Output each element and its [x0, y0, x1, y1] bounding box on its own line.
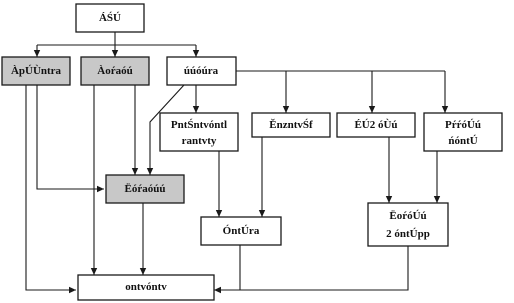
node-r3-label: ÉÚ2 óÙú: [354, 119, 398, 131]
node-left1-label: ÀpÚÙntra: [10, 65, 62, 77]
node-r2-label: ĔnzntvŚf: [269, 119, 313, 131]
node-top: [76, 4, 144, 32]
edge-lower1-to-bottom: [214, 245, 240, 290]
node-lower2-label-line1: ËoŕóÚú: [389, 210, 427, 222]
node-lower1-label: ÓntÚra: [222, 225, 260, 237]
node-left1: [2, 57, 70, 85]
node-lower1: [201, 217, 281, 245]
node-r4-label-line2: ńóntÚ: [448, 135, 478, 147]
node-bottom: [78, 275, 214, 300]
node-r1-label-line1: PntŚntvóntl: [170, 119, 228, 131]
node-left2-label: Àoŕaóú: [97, 65, 133, 77]
node-left2: [81, 57, 149, 85]
node-r2: [252, 113, 330, 137]
node-r4: [424, 113, 502, 151]
node-hub: [167, 57, 236, 85]
node-middle-label: Ëóŕaóúú: [124, 183, 166, 195]
node-r3: [337, 113, 415, 137]
node-lower2: [368, 203, 448, 246]
node-hub-label: úúóúra: [183, 65, 219, 77]
edge-left1-to-bottom: [26, 85, 76, 290]
node-r4-label-line1: PŕŕóÚú: [444, 119, 482, 131]
node-top-label: ÁŚÚ: [98, 12, 122, 24]
node-r1: [160, 113, 238, 151]
node-r1-label-line2: rantvty: [181, 135, 217, 147]
edge-lower2-to-bottom: [214, 246, 408, 290]
node-bottom-label: ontvóntv: [125, 281, 167, 293]
node-lower2-label-line2: 2 óntÚpp: [386, 228, 430, 240]
node-middle: [106, 175, 184, 203]
nodes: [2, 4, 502, 300]
